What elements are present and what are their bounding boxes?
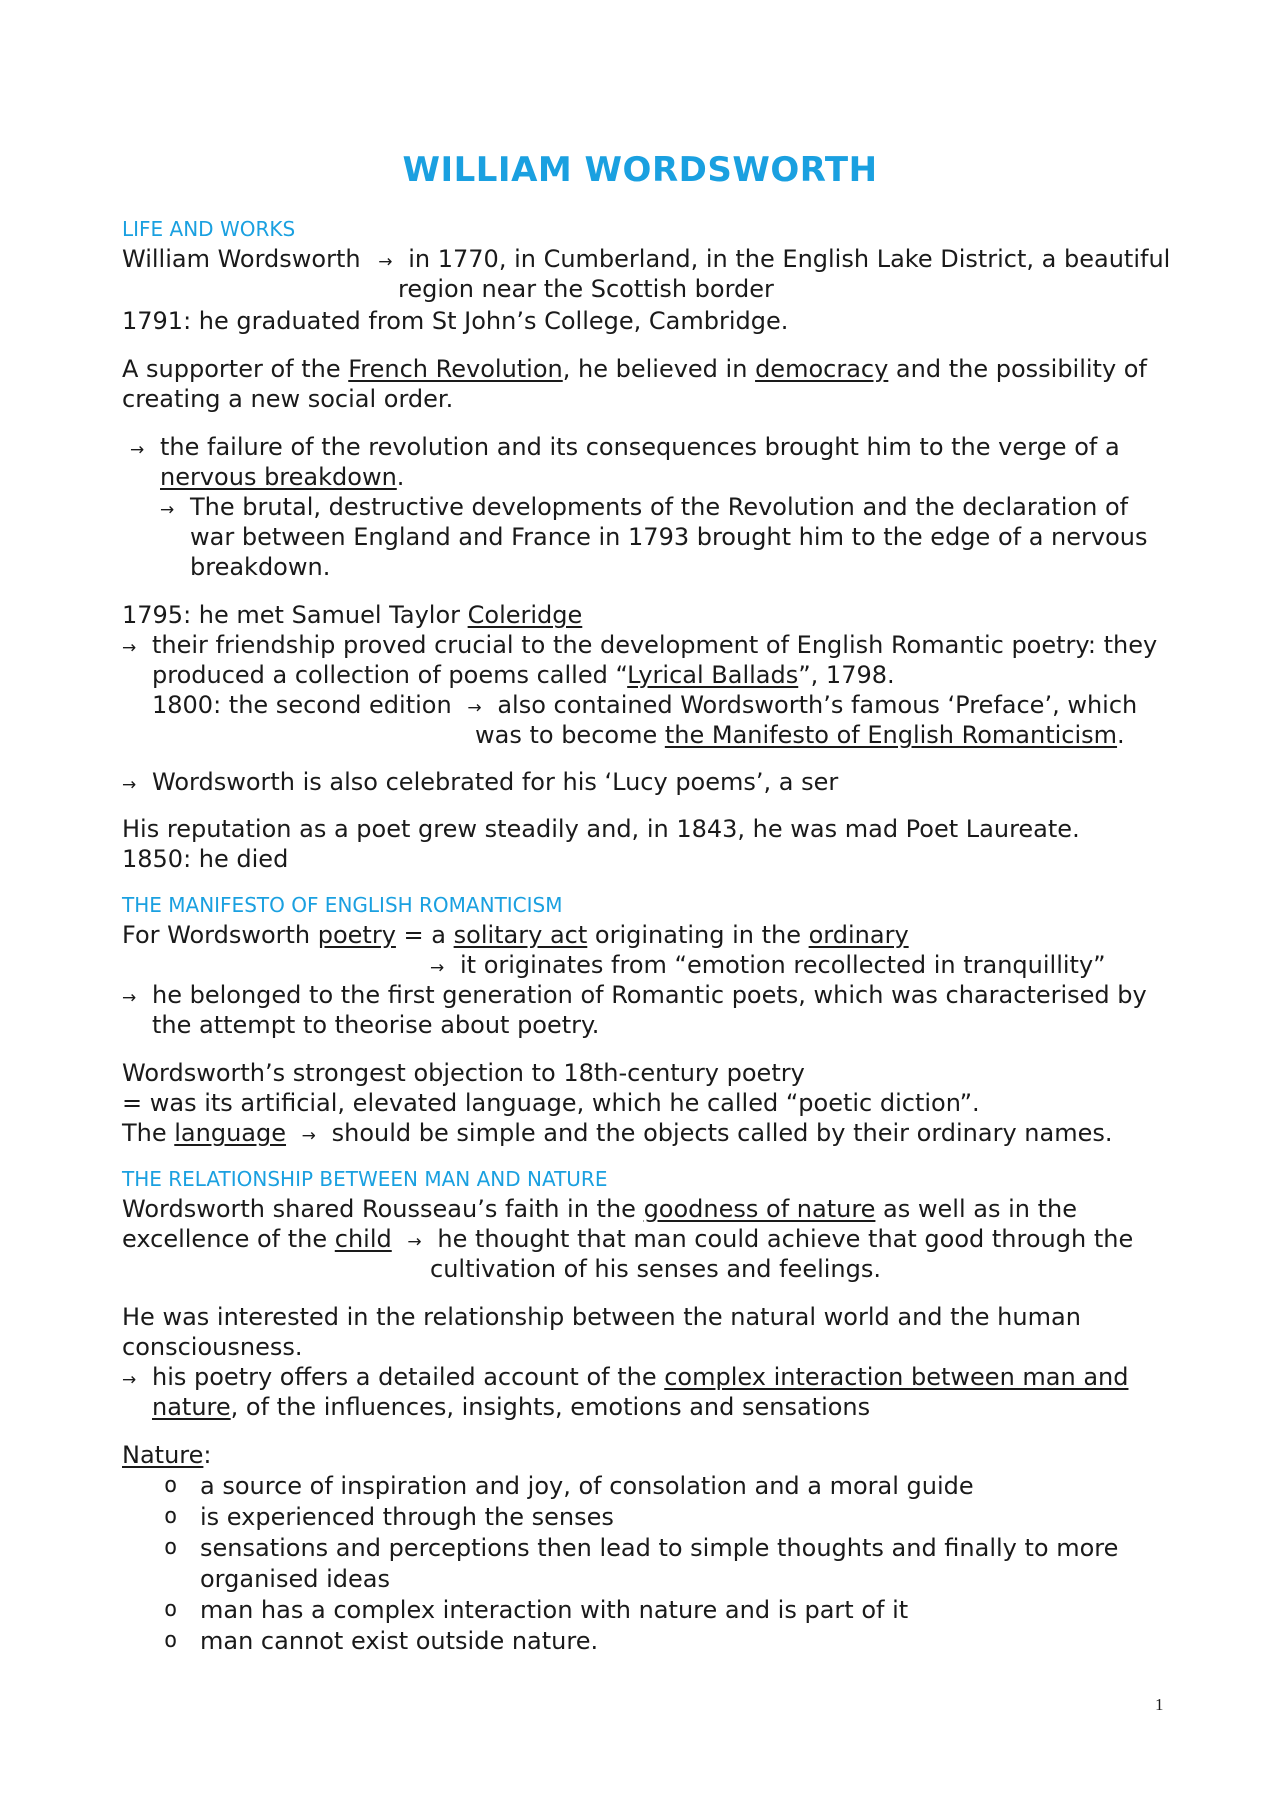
ordinary-link: ordinary xyxy=(808,921,909,949)
arrow-icon: → xyxy=(430,958,445,978)
supporter-post: and the possibility of xyxy=(888,355,1147,383)
nervous-breakdown-link: nervous breakdown xyxy=(160,463,397,491)
manifesto-line xyxy=(475,720,1125,750)
for-wordsworth-line xyxy=(122,920,909,950)
generation-text: he belonged to the first generation of Romantic poets, which was characterised by xyxy=(152,981,1147,1009)
friendship-line-2 xyxy=(152,660,895,690)
excellence-pre: excellence of the xyxy=(122,1225,335,1253)
friendship-post: ”, 1798. xyxy=(798,661,895,689)
list-item: man has a complex interaction with nature and is part of it xyxy=(200,1596,909,1624)
objection-line: Wordsworth’s strongest objection to 18th-century poetry xyxy=(122,1059,805,1087)
brutal-text: The brutal, destructive developments of the Revolution and the declaration of xyxy=(190,493,1129,521)
lyrical-ballads-link: Lyrical Ballads xyxy=(627,661,799,689)
friendship-line xyxy=(122,630,1157,663)
manifesto-pre: was to become xyxy=(475,721,665,749)
failure-line xyxy=(130,432,1120,465)
list-item-continuation: organised ideas xyxy=(200,1565,390,1593)
solitary-act-link: solitary act xyxy=(453,921,588,949)
arrow-icon: → xyxy=(301,1126,316,1146)
supporter-line xyxy=(122,354,1147,384)
bullet-icon: o xyxy=(164,1628,178,1653)
heading-life-and-works: LIFE AND WORKS xyxy=(122,217,296,241)
interested-line: He was interested in the relationship between the natural world and the human xyxy=(122,1303,1081,1331)
emotion-line xyxy=(430,950,1106,983)
account-post: , of the influences, insights, emotions and sensations xyxy=(230,1393,871,1421)
arrow-icon: → xyxy=(122,1370,137,1390)
lucy-text: Wordsworth is also celebrated for his ‘Lucy poems’, a ser xyxy=(152,768,839,796)
rousseau-line xyxy=(122,1194,1077,1224)
lucy-line xyxy=(122,767,838,800)
objection-line-2: = was its artificial, elevated language, which he called “poetic diction”. xyxy=(122,1089,980,1117)
democracy-link: democracy xyxy=(755,355,889,383)
failure-line-2 xyxy=(160,462,404,492)
cultivation-line: cultivation of his senses and feelings. xyxy=(430,1255,881,1283)
poetry-link: poetry xyxy=(317,921,396,949)
for-pre: For Wordsworth xyxy=(122,921,318,949)
arrow-icon: → xyxy=(407,1232,422,1252)
arrow-icon: → xyxy=(122,775,137,795)
language-link: language xyxy=(174,1119,287,1147)
language-line xyxy=(122,1118,1113,1151)
met-text: 1795: he met Samuel Taylor xyxy=(122,601,468,629)
arrow-icon: → xyxy=(467,698,482,718)
generation-line xyxy=(122,980,1147,1013)
brutal-line-2: war between England and France in 1793 brought him to the edge of a nervous xyxy=(190,523,1148,551)
arrow-icon: → xyxy=(378,252,393,272)
arrow-icon: → xyxy=(160,500,175,520)
bullet-icon: o xyxy=(164,1597,178,1622)
second-edition-post: also contained Wordsworth’s famous ‘Preface’, which xyxy=(497,691,1138,719)
language-post: should be simple and the objects called by their ordinary names. xyxy=(331,1119,1113,1147)
bullet-icon: o xyxy=(164,1535,178,1560)
born-subject: William Wordsworth xyxy=(122,245,361,273)
interested-line-2: consciousness. xyxy=(122,1333,303,1361)
heading-man-and-nature: THE RELATIONSHIP BETWEEN MAN AND NATURE xyxy=(122,1167,608,1191)
heading-manifesto: THE MANIFESTO OF ENGLISH ROMANTICISM xyxy=(122,893,563,917)
list-item: a source of inspiration and joy, of consolation and a moral guide xyxy=(200,1472,974,1500)
supporter-mid: , he believed in xyxy=(562,355,756,383)
list-item: is experienced through the senses xyxy=(200,1503,614,1531)
nature-label: Nature xyxy=(122,1441,204,1469)
account-line xyxy=(122,1362,1128,1395)
page-number: 1 xyxy=(1155,1695,1164,1714)
nature-label-line xyxy=(122,1440,211,1470)
reputation-line: His reputation as a poet grew steadily and, in 1843, he was mad Poet Laureate. xyxy=(122,815,1080,843)
account-line-2 xyxy=(152,1392,870,1422)
child-link: child xyxy=(334,1225,392,1253)
generation-line-2: the attempt to theorise about poetry. xyxy=(152,1011,600,1039)
friendship-text: their friendship proved crucial to the development of English Romantic poetry: they xyxy=(152,631,1158,659)
nature-link: nature xyxy=(152,1393,231,1421)
brutal-line xyxy=(160,492,1128,525)
bullet-icon: o xyxy=(164,1504,178,1529)
arrow-icon: → xyxy=(122,988,137,1008)
list-item: man cannot exist outside nature. xyxy=(200,1627,599,1655)
eq-text: = a xyxy=(395,921,454,949)
excellence-post: he thought that man could achieve that good through the xyxy=(437,1225,1134,1253)
met-coleridge-line xyxy=(122,600,582,630)
arrow-icon: → xyxy=(122,638,137,658)
complex-interaction-link: complex interaction between man and xyxy=(664,1363,1129,1391)
list-item: sensations and perceptions then lead to simple thoughts and finally to more xyxy=(200,1534,1119,1562)
account-pre: his poetry offers a detailed account of the xyxy=(152,1363,665,1391)
friendship-pre: produced a collection of poems called “ xyxy=(152,661,628,689)
emotion-text: it originates from “emotion recollected in tranquillity” xyxy=(460,951,1106,979)
brutal-line-3: breakdown. xyxy=(190,553,331,581)
second-edition-pre: 1800: the second edition xyxy=(152,691,452,719)
failure-text: the failure of the revolution and its consequences brought him to the verge of a xyxy=(160,433,1120,461)
born-line xyxy=(122,244,1170,277)
bullet-icon: o xyxy=(164,1473,178,1498)
supporter-text: A supporter of the xyxy=(122,355,349,383)
period: . xyxy=(396,463,405,491)
period: . xyxy=(1117,721,1125,749)
excellence-line xyxy=(122,1224,1133,1257)
language-pre: The xyxy=(122,1119,175,1147)
colon: : xyxy=(203,1441,212,1469)
manifesto-link: the Manifesto of English Romanticism xyxy=(664,721,1118,749)
goodness-of-nature-link: goodness of nature xyxy=(643,1195,876,1223)
died-line: 1850: he died xyxy=(122,845,289,873)
graduated-line: 1791: he graduated from St John’s College, Cambridge. xyxy=(122,307,789,335)
french-revolution-link: French Revolution xyxy=(348,355,563,383)
coleridge-link: Coleridge xyxy=(467,601,583,629)
page-title: WILLIAM WORDSWORTH xyxy=(402,150,878,190)
originating-text: originating in the xyxy=(587,921,809,949)
born-text: in 1770, in Cumberland, in the English Lake District, a beautiful xyxy=(408,245,1171,273)
born-line-2: region near the Scottish border xyxy=(398,275,774,303)
second-edition-line xyxy=(152,690,1137,723)
rousseau-post: as well as in the xyxy=(875,1195,1077,1223)
arrow-icon: → xyxy=(130,440,145,460)
rousseau-pre: Wordsworth shared Rousseau’s faith in the xyxy=(122,1195,644,1223)
supporter-line-2: creating a new social order. xyxy=(122,385,454,413)
